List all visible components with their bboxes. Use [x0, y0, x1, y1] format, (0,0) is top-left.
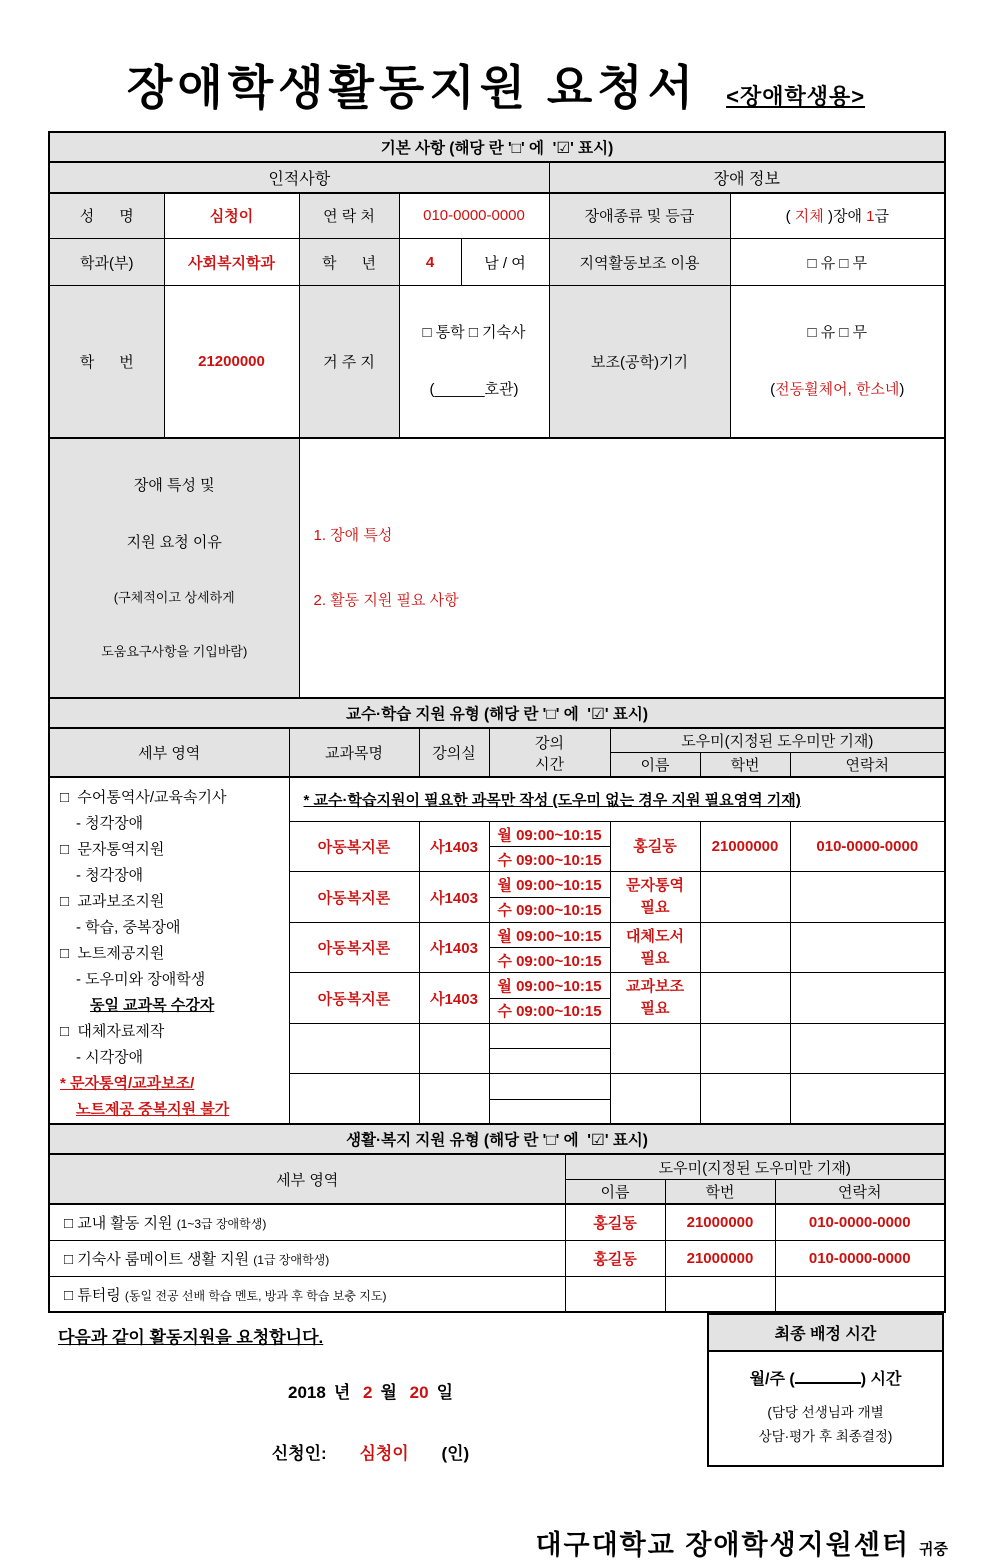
residence-checkboxes	[399, 286, 549, 438]
welfare-helper-phone-empty	[775, 1276, 945, 1312]
area-text-interpret: □ 문자통역지원	[60, 841, 165, 859]
personal-info-header: 인적사항	[49, 162, 549, 193]
form-type-badge: <장애학생용>	[726, 83, 866, 109]
course-helper-name-cell	[610, 973, 700, 1024]
area-course-assist-sub: - 학습, 중복장애	[76, 919, 181, 937]
regional-assist-label: 지역활동보조 이용	[549, 239, 730, 286]
course-time-mon-cell-empty	[489, 1023, 610, 1049]
contact-value: 010-0000-0000	[399, 193, 549, 239]
contact-label: 연 락 처	[299, 193, 399, 239]
course-time-wed-cell: 수 09:00~10:15	[489, 998, 610, 1023]
col-header-subject: 교과목명	[289, 728, 419, 777]
date-month: 2	[363, 1383, 373, 1403]
disability-type-label: 장애종류 및 등급	[549, 193, 730, 239]
final-assignment-title: 최종 배정 시간	[709, 1315, 942, 1352]
disability-info-header: 장애 정보	[549, 162, 945, 193]
student-number-label: 학 번	[49, 286, 164, 438]
assistive-device-label: 보조(공학)기기	[549, 286, 730, 438]
year-label: 학 년	[299, 239, 399, 286]
course-room-cell-empty	[419, 1074, 489, 1125]
recipient-suffix: 귀중	[919, 1540, 948, 1558]
form-header	[0, 0, 992, 116]
residence-label: 거 주 지	[299, 286, 399, 438]
col-header-helper-id: 학번	[700, 753, 790, 778]
course-subject-cell-empty	[289, 1074, 419, 1125]
welfare-row-note: (1~3급 장애학생)	[176, 1217, 267, 1232]
welfare-col-id: 학번	[665, 1179, 775, 1204]
welfare-dorm-roommate-row	[49, 1240, 565, 1276]
welfare-helper-phone: 010-0000-0000	[775, 1240, 945, 1276]
course-room-cell: 사1403	[419, 872, 489, 923]
welfare-col-area: 세부 영역	[49, 1154, 565, 1204]
request-statement: 다음과 같이 활동지원을 요청합니다.	[58, 1328, 324, 1348]
characteristics-label-line3: (구체적이고 상세하게	[113, 590, 235, 606]
footer-section	[48, 1313, 944, 1466]
welfare-col-helper: 도우미(지정된 도우미만 기재)	[565, 1154, 945, 1179]
col-header-time-line2: 시간	[535, 755, 564, 773]
basic-section-title: 기본 사항 (해당 란 '□' 에 '☑' 표시)	[49, 132, 945, 162]
date-day-unit: 일	[436, 1383, 453, 1403]
gender-value: 남 / 여	[461, 239, 549, 286]
applicant-line	[48, 1439, 693, 1464]
course-room-cell-empty	[419, 1023, 489, 1074]
col-header-area: 세부 영역	[49, 728, 289, 777]
course-room-cell: 사1403	[419, 973, 489, 1024]
welfare-helper-name: 홍길동	[565, 1240, 665, 1276]
helper-name-line1: 교과보조	[626, 978, 684, 996]
characteristics-label-line1: 장애 특성 및	[133, 476, 215, 494]
area-text-interpret-sub: - 청각장애	[76, 867, 144, 885]
course-helper-name-cell-empty	[610, 1074, 700, 1125]
dept-value: 사회복지학과	[164, 239, 299, 286]
recipient-name: 대구대학교 장애학생지원센터	[535, 1529, 911, 1560]
seal-mark: (인)	[441, 1444, 470, 1464]
welfare-helper-id: 21000000	[665, 1240, 775, 1276]
welfare-tutoring-row	[49, 1276, 565, 1312]
area-sign-interpreter-sub: - 청각장애	[76, 815, 144, 833]
helper-name-line2: 필요	[640, 899, 670, 917]
characteristics-label-line2: 지원 요청 이유	[126, 533, 222, 551]
welfare-section-title: 생활·복지 지원 유형 (해당 란 '□' 에 '☑' 표시)	[49, 1124, 945, 1154]
course-helper-id-cell-empty	[700, 1023, 790, 1074]
teaching-note: * 교수·학습지원이 필요한 과목만 작성 (도우미 없는 경우 지원 필요영역 기재)	[289, 777, 945, 821]
basic-info-table	[48, 131, 946, 700]
course-helper-phone-cell	[790, 872, 945, 923]
welfare-col-phone: 연락처	[775, 1179, 945, 1204]
support-area-checklist	[49, 777, 289, 1124]
characteristics-label-line4: 도움요구사항을 기입바람)	[101, 644, 248, 660]
course-helper-id-cell	[700, 872, 790, 923]
col-header-time	[489, 728, 610, 777]
applicant-label: 신청인:	[271, 1444, 327, 1464]
date-year-unit: 년	[333, 1383, 351, 1403]
course-time-wed-cell: 수 09:00~10:15	[489, 948, 610, 973]
name-value: 심청이	[164, 193, 299, 239]
course-helper-id-cell-empty	[700, 1074, 790, 1125]
course-time-mon-cell: 월 09:00~10:15	[489, 922, 610, 948]
characteristics-content	[299, 438, 945, 699]
final-note-line1: (담당 선생님과 개별	[767, 1405, 884, 1421]
helper-name-line1: 문자통역	[626, 877, 684, 895]
welfare-campus-activity-row	[49, 1204, 565, 1240]
final-assignment-box	[707, 1313, 944, 1466]
device-paren-open: (	[770, 381, 776, 399]
course-helper-phone-cell-empty	[790, 1023, 945, 1074]
course-helper-phone-cell	[790, 922, 945, 973]
area-sign-interpreter: □ 수어통역사/교육속기사	[60, 789, 227, 807]
course-room-cell: 사1403	[419, 922, 489, 973]
course-time-wed-cell-empty	[489, 1049, 610, 1074]
helper-name-line2: 필요	[640, 949, 670, 967]
device-paren-close: )	[899, 381, 905, 399]
student-number-value: 21200000	[164, 286, 299, 438]
area-duplicate-note2: 노트제공 중복지원 불가	[76, 1101, 230, 1119]
characteristics-label	[49, 438, 299, 699]
welfare-helper-name: 홍길동	[565, 1204, 665, 1240]
course-time-mon-cell: 월 09:00~10:15	[489, 821, 610, 847]
course-time-wed-cell-empty	[489, 1099, 610, 1124]
welfare-row-label: □ 튜터링	[64, 1286, 121, 1304]
course-subject-cell: 아동복지론	[289, 821, 419, 872]
year-value: 4	[399, 239, 461, 286]
course-subject-cell: 아동복지론	[289, 922, 419, 973]
course-helper-phone-cell: 010-0000-0000	[790, 821, 945, 872]
final-hours-suffix: ) 시간	[860, 1371, 902, 1389]
distype-grade: 1	[866, 208, 875, 226]
name-label: 성 명	[49, 193, 164, 239]
area-alt-material-sub: - 시각장애	[76, 1049, 144, 1067]
welfare-helper-name-empty	[565, 1276, 665, 1312]
course-helper-name-cell	[610, 922, 700, 973]
characteristics-item1: 1. 장애 특성	[313, 526, 393, 544]
welfare-row-label: □ 기숙사 룸메이트 생활 지원	[64, 1250, 250, 1268]
welfare-row-note: (1급 장애학생)	[253, 1252, 330, 1267]
course-helper-id-cell	[700, 922, 790, 973]
col-header-time-line1: 강의	[535, 734, 564, 752]
course-helper-id-cell	[700, 973, 790, 1024]
assistive-device-value	[730, 286, 945, 438]
residence-building-blank: (______호관)	[429, 381, 519, 399]
welfare-row-label: □ 교내 활동 지원	[64, 1215, 173, 1233]
col-header-helper-phone: 연락처	[790, 753, 945, 778]
helper-name-line2: 필요	[640, 1000, 670, 1018]
col-header-room: 강의실	[419, 728, 489, 777]
final-assignment-body	[709, 1352, 942, 1464]
disability-type-value	[730, 193, 945, 239]
final-hours-line	[713, 1366, 938, 1389]
area-note-taking-sub1: - 도우미와 장애학생	[76, 971, 206, 989]
course-room-cell: 사1403	[419, 821, 489, 872]
course-helper-name-cell-empty	[610, 1023, 700, 1074]
course-subject-cell: 아동복지론	[289, 872, 419, 923]
final-note-line2: 상담·평가 후 최종결정)	[758, 1429, 893, 1445]
characteristics-item2: 2. 활동 지원 필요 사항	[313, 592, 459, 610]
distype-unit: 급	[874, 208, 889, 226]
welfare-col-name: 이름	[565, 1179, 665, 1204]
course-helper-id-cell: 21000000	[700, 821, 790, 872]
regional-assist-checkboxes: □ 유 □ 무	[730, 239, 945, 286]
distype-close: )장애	[827, 208, 862, 226]
assistive-device-checkboxes: □ 유 □ 무	[807, 324, 868, 342]
col-header-helper: 도우미(지정된 도우미만 기재)	[610, 728, 945, 753]
date-month-unit: 월	[380, 1383, 397, 1403]
date-day: 20	[409, 1383, 429, 1403]
final-hours-prefix: 월/주 (	[749, 1371, 795, 1389]
course-helper-name-cell	[610, 872, 700, 923]
area-note-taking-sub2: 동일 교과목 수강자	[90, 997, 215, 1015]
dept-label: 학과(부)	[49, 239, 164, 286]
teaching-section-title: 교수·학습 지원 유형 (해당 란 '□' 에 '☑' 표시)	[49, 698, 945, 728]
request-date	[48, 1378, 693, 1403]
residence-options: □ 통학 □ 기숙사	[422, 324, 526, 342]
course-helper-phone-cell	[790, 973, 945, 1024]
area-duplicate-note1: * 문자통역/교과보조/	[60, 1075, 195, 1093]
area-note-taking: □ 노트제공지원	[60, 945, 165, 963]
welfare-helper-phone: 010-0000-0000	[775, 1204, 945, 1240]
device-detail-text: 전동휠체어, 한소네	[775, 381, 900, 399]
area-alt-material: □ 대체자료제작	[60, 1023, 165, 1041]
date-year: 2018	[288, 1383, 326, 1403]
course-time-mon-cell: 월 09:00~10:15	[489, 872, 610, 898]
welfare-helper-id: 21000000	[665, 1204, 775, 1240]
assistive-device-detail	[733, 378, 943, 401]
recipient-line	[0, 1523, 992, 1562]
welfare-row-note: (동일 전공 선배 학습 멘토, 방과 후 학습 보충 지도)	[124, 1288, 387, 1303]
course-subject-cell-empty	[289, 1023, 419, 1074]
helper-name-line1: 홍길동	[633, 837, 677, 855]
applicant-name: 심청이	[359, 1444, 409, 1464]
distype-type: 지체	[794, 208, 824, 226]
course-subject-cell: 아동복지론	[289, 973, 419, 1024]
welfare-support-table	[48, 1123, 946, 1313]
area-course-assist: □ 교과보조지원	[60, 893, 165, 911]
course-time-mon-cell: 월 09:00~10:15	[489, 973, 610, 999]
course-time-wed-cell: 수 09:00~10:15	[489, 897, 610, 922]
course-helper-name-cell	[610, 821, 700, 872]
page-title: 장애학생활동지원 요청서	[126, 63, 699, 115]
distype-open: (	[785, 208, 791, 226]
course-time-wed-cell: 수 09:00~10:15	[489, 847, 610, 872]
col-header-helper-name: 이름	[610, 753, 700, 778]
request-block	[48, 1313, 693, 1464]
welfare-helper-id-empty	[665, 1276, 775, 1312]
course-time-mon-cell-empty	[489, 1074, 610, 1100]
teaching-support-table	[48, 697, 946, 1125]
course-helper-phone-cell-empty	[790, 1074, 945, 1125]
helper-name-line1: 대체도서	[626, 927, 684, 945]
final-hours-blank	[795, 1369, 861, 1384]
